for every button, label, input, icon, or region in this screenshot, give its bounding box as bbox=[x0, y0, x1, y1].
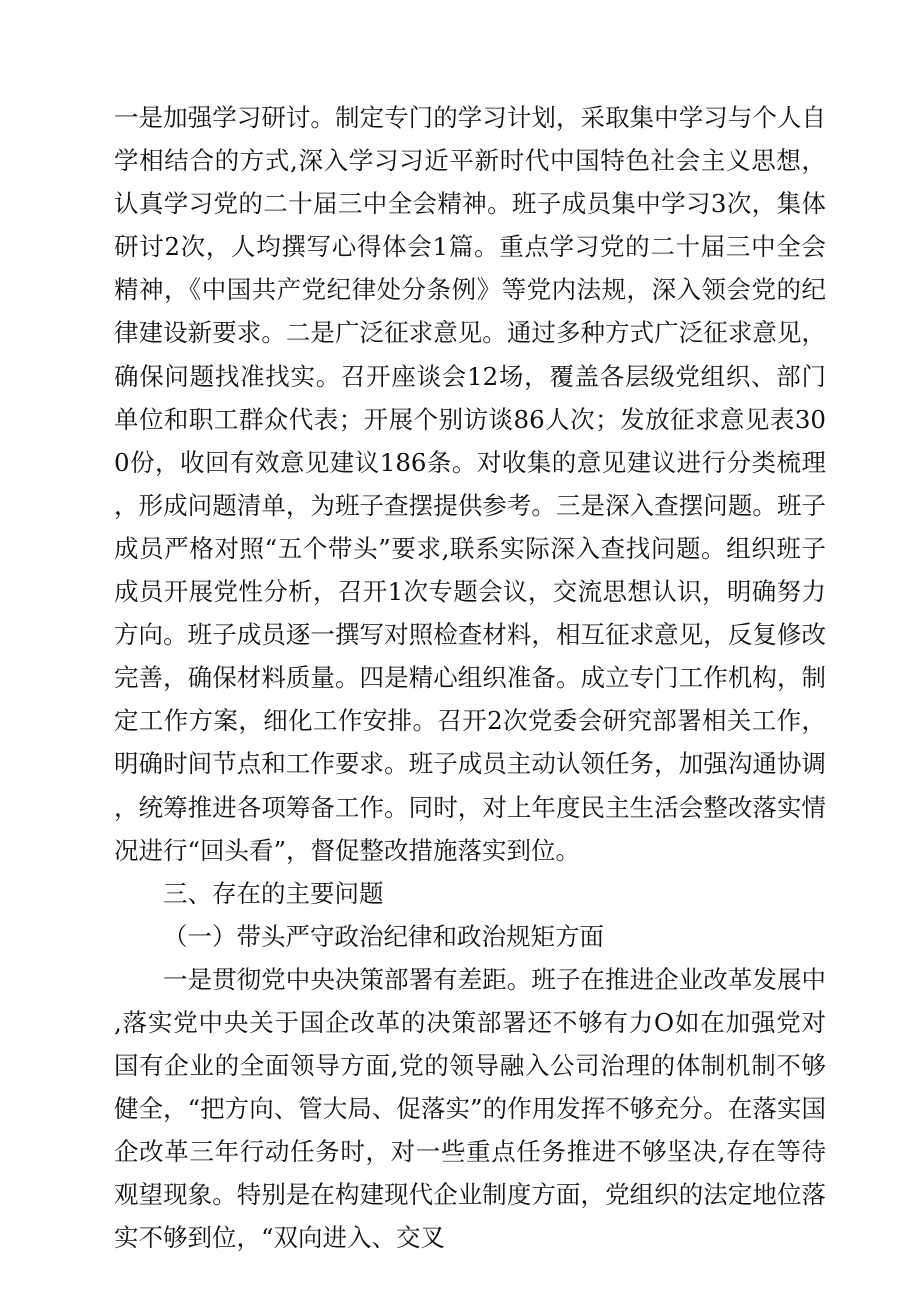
section-heading: 三、存在的主要问题 bbox=[163, 878, 384, 908]
document-body bbox=[114, 96, 826, 1260]
paragraph-political-discipline: 一是贯彻党中央决策部署有差距。班子在推进企业改革发展中,落实党中央关于国企改革的决策部署还不够有力O如在加强党对国有企业的全面领导方面,党的领导融入公司治理的体制机制不够健全，“把方向、管大局、促落实”的作用发挥不够充分。在落实国企改革三年行动任务时，对一些重点任务推进不够坚决,存在等待观望现象。特别是在构建现代企业制度方面，党组织的法定地位落实不够到位，“双向进入、交叉 bbox=[114, 964, 826, 1253]
paragraph-preparation-work: 一是加强学习研讨。制定专门的学习计划，采取集中学习与个人自学相结合的方式,深入学习习近平新时代中国特色社会主义思想，认真学习党的二十届三中全会精神。班子成员集中学习3次，集体研讨2次，人均撰写心得体会1篇。重点学习党的二十届三中全会精神，《中国共产党纪律处分条例》等党内法规，深入领会党的纪律建设新要求。二是广泛征求意见。通过多种方式广泛征求意见，确保问题找准找实。召开座谈会12场，覆盖各层级党组织、部门单位和职工群众代表；开展个别访谈86人次；发放征求意见表300份，收回有效意见建议186条。对收集的意见建议进行分类梳理，形成问题清单，为班子查摆提供参考。三是深入查摆问题。班子成员严格对照“五个带头”要求,联系实际深入查找问题。组织班子成员开展党性分析，召开1次专题会议，交流思想认识，明确努力方向。班子成员逐一撰写对照检查材料，相互征求意见，反复修改完善，确保材料质量。四是精心组织准备。成立专门工作机构，制定工作方案，细化工作安排。召开2次党委会研究部署相关工作，明确时间节点和工作要求。班子成员主动认领任务，加强沟通协调，统筹推进各项筹备工作。同时，对上年度民主生活会整改落实情况进行“回头看”，督促整改措施落实到位。 bbox=[114, 103, 826, 865]
subsection-heading: （一）带头严守政治纪律和政治规矩方面 bbox=[163, 921, 604, 951]
